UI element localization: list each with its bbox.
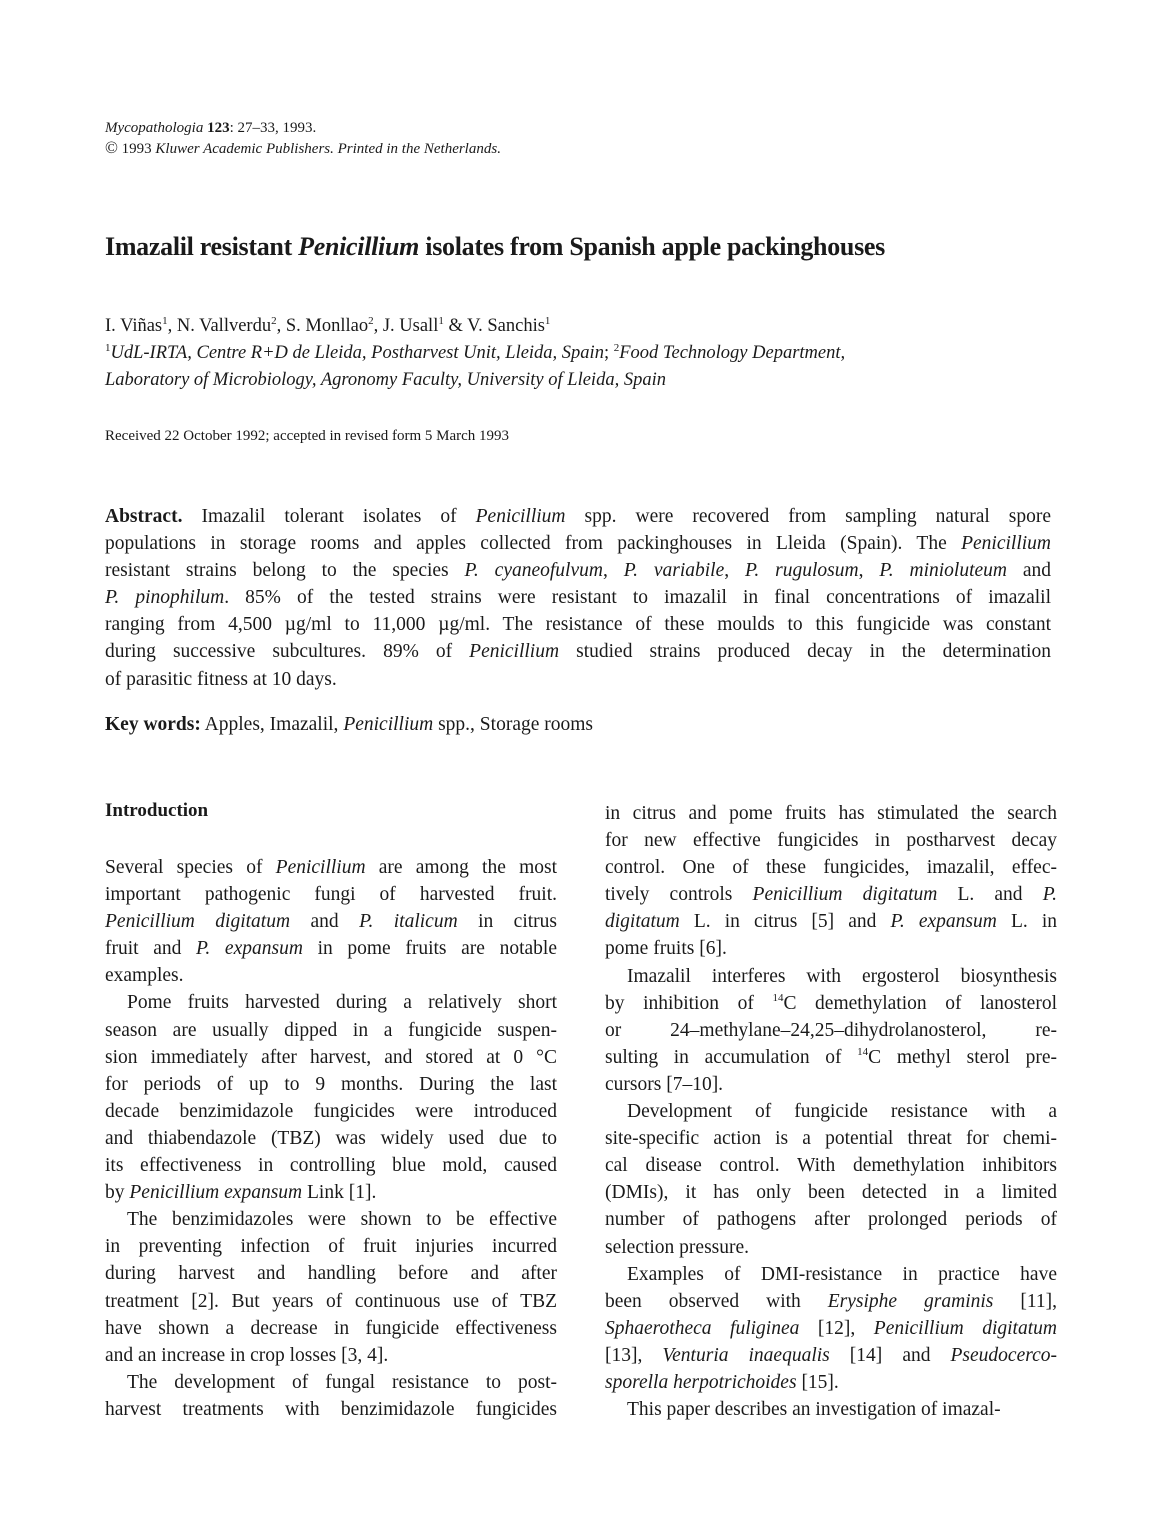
italic-term: P. italicum <box>359 911 458 933</box>
italic-term: Pseudocerco- <box>950 1344 1057 1366</box>
italic-term: P. minioluteum <box>879 560 1007 582</box>
author-name: V. Sanchis <box>467 316 545 336</box>
text-run: for new effective fungicides in postharvest decay <box>605 830 1057 852</box>
body-text-line <box>605 935 1057 962</box>
text-run: selection pressure. <box>605 1236 750 1258</box>
italic-term: Penicillium <box>475 506 566 527</box>
italic-term: Penicillium <box>275 857 366 878</box>
italic-term: P. rugulosum <box>745 560 859 582</box>
body-text-line <box>105 1125 557 1152</box>
text-run: , <box>602 560 624 582</box>
italic-term: P. expansum <box>196 938 303 960</box>
text-run: (DMIs), it has only been detected in a limited <box>605 1182 1057 1204</box>
title-genus: Penicillium <box>298 232 420 261</box>
text-run: been observed with <box>605 1290 828 1312</box>
text-run: C methyl sterol pre- <box>868 1046 1057 1068</box>
body-text-line <box>605 827 1057 854</box>
body-text-line <box>605 1288 1057 1315</box>
text-run: during successive subcultures. 89% of <box>105 641 470 663</box>
text-run: are among the most <box>365 857 558 878</box>
body-text-line <box>105 908 557 935</box>
abstract-line <box>105 666 1051 693</box>
title-part-2: isolates from Spanish apple packinghouses <box>419 232 885 261</box>
body-text-line <box>605 1017 1057 1044</box>
copyright-icon: © <box>105 138 118 157</box>
author-name: J. Usall <box>382 316 439 336</box>
body-text-line <box>605 1179 1057 1206</box>
text-run: in citrus <box>457 911 557 933</box>
body-text-line <box>605 1396 1057 1423</box>
italic-term: Penicillium digitatum <box>873 1317 1057 1339</box>
body-text-line <box>605 1098 1057 1125</box>
text-run: [11], <box>993 1290 1057 1312</box>
author-separator: & <box>443 316 468 336</box>
text-run: harvest treatments with benzimidazole fungicides <box>105 1398 557 1420</box>
text-run: This paper describes an investigation of imazal- <box>627 1399 1001 1421</box>
text-run: The development of fungal resistance to post- <box>127 1371 557 1393</box>
text-run: or 24–methylane–24,25–dihydrolanosterol, re- <box>605 1019 1057 1041</box>
body-text-line <box>105 1342 557 1369</box>
text-run: , <box>724 560 746 582</box>
body-text-line <box>605 963 1057 990</box>
journal-name: Mycopathologia <box>105 120 204 136</box>
text-run: decade benzimidazole fungicides were introduced <box>105 1100 557 1122</box>
author-name: N. Vallverdu <box>176 316 272 336</box>
body-text-line <box>605 1315 1057 1342</box>
text-run: Imazalil tolerant isolates of <box>182 506 476 527</box>
text-run: studied strains produced decay in the determination <box>559 641 1051 663</box>
affiliation-line-2 <box>105 367 1065 394</box>
received-dates: Received 22 October 1992; accepted in revised form 5 March 1993 <box>105 428 510 444</box>
text-run: and thiabendazole (TBZ) was widely used due to <box>105 1127 557 1149</box>
text-run: tively controls <box>605 884 753 906</box>
text-run: have shown a decrease in fungicide effectiveness <box>105 1317 557 1339</box>
text-run: The benzimidazoles were shown to be effective <box>127 1209 557 1231</box>
text-run: and <box>290 911 360 933</box>
journal-reference <box>105 118 501 138</box>
italic-term: Penicillium expansum <box>129 1182 303 1204</box>
text-run: by inhibition of <box>605 992 773 1014</box>
italic-term: Sphaerotheca fuliginea <box>605 1317 800 1339</box>
body-text-line <box>605 854 1057 881</box>
affiliation-line-1 <box>105 340 1065 367</box>
text-run: Development of fungicide resistance with a <box>627 1101 1057 1123</box>
affiliations <box>105 340 1065 394</box>
italic-term: P. cyaneofulvum <box>464 560 603 582</box>
author-affiliation-number: 1 <box>544 315 551 327</box>
abstract-line <box>105 557 1051 584</box>
text-run: . 85% of the tested strains were resistant to imazalil in final concentrations of imazalil <box>224 587 1052 609</box>
text-run: [13], <box>605 1344 663 1366</box>
text-run: [15]. <box>796 1371 839 1393</box>
text-run: [14] and <box>829 1344 951 1366</box>
body-text-line <box>105 989 557 1016</box>
text-run: for periods of up to 9 months. During the last <box>105 1073 557 1095</box>
text-run: fruit and <box>105 938 197 960</box>
author-affiliation-number: 1 <box>438 315 444 327</box>
italic-term: P. <box>1042 884 1057 906</box>
body-text-line <box>105 854 557 881</box>
text-run: Examples of DMI-resistance in practice have <box>627 1263 1057 1285</box>
text-run: in preventing infection of fruit injuries incurred <box>105 1236 557 1258</box>
text-run: important pathogenic fungi of harvested fruit. <box>105 884 557 906</box>
journal-citation <box>105 118 501 159</box>
body-text-line <box>105 1098 557 1125</box>
abstract-line <box>105 611 1051 638</box>
body-text-line <box>105 1315 557 1342</box>
body-text-line <box>105 1260 557 1287</box>
text-run: Several species of <box>105 857 276 878</box>
abstract-line <box>105 503 1051 530</box>
body-text-line <box>105 1071 557 1098</box>
body-text-line <box>605 1071 1057 1098</box>
body-text-line <box>605 800 1057 827</box>
body-text-line <box>105 1288 557 1315</box>
body-text-line <box>605 1342 1057 1369</box>
affiliation-1-text: UdL-IRTA, Centre R+D de Lleida, Postharvest Unit, Lleida, Spain <box>110 343 604 363</box>
text-run: Link [1]. <box>302 1182 377 1204</box>
italic-term: Venturia inaequalis <box>662 1344 830 1366</box>
text-run: in pome fruits are notable <box>302 938 557 960</box>
author-separator: , <box>373 316 383 336</box>
abstract-line <box>105 584 1051 611</box>
text-run: ranging from 4,500 µg/ml to 11,000 µg/ml. The resistance of these moulds to this fungicide was constant <box>105 614 1051 636</box>
italic-term: Penicillium digitatum <box>752 884 938 906</box>
body-text-line <box>605 1206 1057 1233</box>
italic-term: digitatum <box>605 911 680 933</box>
italic-term: P. pinophilum <box>105 587 225 609</box>
author-affiliation-number: 1 <box>162 315 168 327</box>
left-column <box>105 854 557 1423</box>
copyright-year: 1993 <box>121 141 152 157</box>
text-run: Apples, Imazalil, <box>200 714 344 735</box>
text-run: cal disease control. With demethylation inhibitors <box>605 1155 1057 1177</box>
body-text-line <box>105 935 557 962</box>
body-text-line <box>605 1125 1057 1152</box>
affiliation-2-number: 2 <box>613 342 620 354</box>
keywords <box>105 714 593 736</box>
body-text-line <box>605 881 1057 908</box>
text-run: sulting in accumulation of <box>605 1046 858 1068</box>
text-run: L. in <box>996 911 1057 933</box>
text-run: number of pathogens after prolonged periods of <box>605 1209 1057 1231</box>
abstract <box>105 503 1051 693</box>
section-heading-introduction: Introduction <box>105 800 209 821</box>
text-run: resistant strains belong to the species <box>105 560 465 582</box>
abstract-label: Abstract. <box>105 506 183 527</box>
copyright-line <box>105 138 501 159</box>
affiliation-1-number: 1 <box>105 342 111 354</box>
text-run: treatment [2]. But years of continuous use of TBZ <box>105 1290 557 1312</box>
author-name: S. Monllao <box>285 316 369 336</box>
text-run: cursors [7–10]. <box>605 1073 724 1095</box>
affiliation-2-text-continued: Laboratory of Microbiology, Agronomy Faculty, University of Lleida, Spain <box>105 370 666 390</box>
text-run: and an increase in crop losses [3, 4]. <box>105 1344 389 1366</box>
text-run: Imazalil interferes with ergosterol biosynthesis <box>627 965 1057 987</box>
publisher: Kluwer Academic Publishers. Printed in the Netherlands. <box>155 141 501 157</box>
body-text-line <box>605 1261 1057 1288</box>
text-run: spp., Storage rooms <box>433 714 593 735</box>
italic-term: Penicillium <box>343 714 434 735</box>
author-name: I. Viñas <box>105 316 163 336</box>
text-run: control. One of these fungicides, imazalil, effec- <box>605 857 1057 879</box>
body-text-line <box>105 1206 557 1233</box>
text-run: of parasitic fitness at 10 days. <box>105 668 337 690</box>
italic-term: Penicillium <box>961 533 1051 555</box>
text-run: site-specific action is a potential threat for chemi- <box>605 1128 1057 1150</box>
body-text-line <box>105 1152 557 1179</box>
affiliation-separator: ; <box>603 343 614 363</box>
author-list <box>105 313 1065 340</box>
text-run: Pome fruits harvested during a relatively short <box>127 992 557 1014</box>
text-run: pome fruits [6]. <box>605 938 727 960</box>
text-run: season are usually dipped in a fungicide suspen- <box>105 1019 557 1041</box>
body-text-line <box>105 1369 557 1396</box>
authors-block <box>105 313 1065 394</box>
text-run: C demethylation of lanosterol <box>783 992 1057 1014</box>
paper-title <box>105 232 885 262</box>
text-run: by <box>105 1182 130 1204</box>
italic-term: Penicillium <box>469 641 560 663</box>
body-text-line <box>605 1152 1057 1179</box>
text-run: during harvest and handling before and after <box>105 1263 557 1285</box>
body-text-line <box>105 881 557 908</box>
body-text-line <box>105 1044 557 1071</box>
author-affiliation-number: 2 <box>271 315 277 327</box>
body-text-line <box>605 990 1057 1017</box>
text-run: L. in citrus [5] and <box>679 911 891 933</box>
body-text-line <box>105 1017 557 1044</box>
abstract-line <box>105 638 1051 665</box>
author-separator: , <box>276 316 286 336</box>
body-text-line <box>605 1044 1057 1071</box>
text-run: spp. were recovered from sampling natural spore <box>565 506 1051 527</box>
text-run: , <box>858 560 880 582</box>
text-run: its effectiveness in controlling blue mold, caused <box>105 1155 557 1177</box>
body-text-line <box>605 1369 1057 1396</box>
text-run: populations in storage rooms and apples collected from packinghouses in Lleida (Spain). The <box>105 533 962 555</box>
title-part-1: Imazalil resistant <box>105 232 299 261</box>
body-text-line <box>605 1234 1057 1261</box>
superscript: 14 <box>772 991 784 1004</box>
italic-term: P. variabile <box>623 560 725 582</box>
author-affiliation-number: 2 <box>368 315 374 327</box>
superscript: 14 <box>857 1045 869 1058</box>
abstract-line <box>105 530 1051 557</box>
keywords-list <box>201 714 593 735</box>
body-text-line <box>105 1396 557 1423</box>
body-text-line <box>605 908 1057 935</box>
affiliation-2-text: Food Technology Department, <box>619 343 846 363</box>
text-run: L. and <box>937 884 1043 906</box>
italic-term: sporella herpotrichoides <box>605 1371 797 1393</box>
body-text-line <box>105 1233 557 1260</box>
text-run: sion immediately after harvest, and stored at 0 °C <box>105 1046 557 1068</box>
journal-volume: 123 <box>207 120 230 136</box>
right-column <box>605 800 1057 1423</box>
text-run: and <box>1006 560 1052 582</box>
journal-pages-year: : 27–33, 1993. <box>229 120 317 136</box>
text-run: examples. <box>105 965 184 987</box>
italic-term: Erysiphe graminis <box>827 1290 994 1312</box>
text-run: [12], <box>799 1317 874 1339</box>
body-text-line <box>105 962 557 989</box>
keywords-label: Key words: <box>105 714 201 735</box>
author-separator: , <box>167 316 177 336</box>
body-text-line <box>105 1179 557 1206</box>
italic-term: P. expansum <box>890 911 997 933</box>
text-run: in citrus and pome fruits has stimulated the search <box>605 803 1057 824</box>
italic-term: Penicillium digitatum <box>105 911 291 933</box>
